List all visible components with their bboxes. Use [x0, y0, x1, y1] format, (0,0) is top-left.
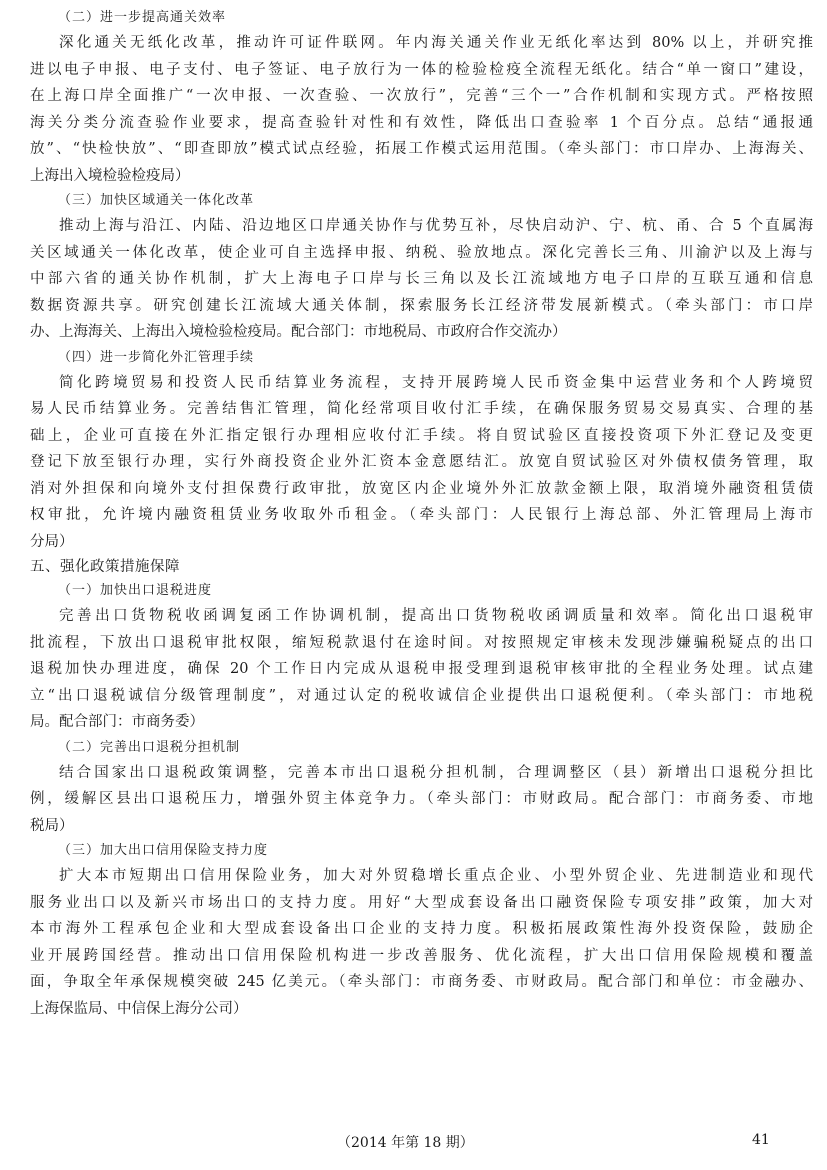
paragraph-line: 上海出入境检验检疫局） — [30, 167, 190, 184]
paragraph-line: 关区域通关一体化改革，使企业可自主选择申报、纳税、验放地点。深化完善长三角、川渝沪以及上海与 — [30, 244, 813, 261]
section-heading: （三）加快区域通关一体化改革 — [58, 193, 255, 208]
paragraph-line: 本市海外工程承包企业和大型成套设备出口企业的支持力度。积极拓展政策性海外投资保险，鼓励企 — [30, 921, 813, 937]
document-body — [30, 6, 813, 1022]
paragraph-line: 分局） — [30, 533, 74, 550]
paragraph-line: 结合国家出口退税政策调整，完善本市出口退税分担机制，合理调整区（县）新增出口退税分担比 — [59, 764, 813, 781]
paragraph-line: 例，缓解区县出口退税压力，增强外贸主体竞争力。（牵头部门：市财政局。配合部门：市商务委、市地 — [30, 791, 813, 807]
section-heading: （三）加大出口信用保险支持力度 — [58, 843, 269, 858]
paragraph-line: 税局） — [30, 817, 74, 834]
paragraph-line: 业开展跨国经营。推动出口信用保险机构进一步改善服务、优化流程，扩大出口信用保险规模和覆盖 — [30, 947, 813, 964]
paragraph-line: 进以电子申报、电子支付、电子签证、电子放行为一体的检验检疫全流程无纸化。结合“单一窗口”建设， — [30, 61, 813, 78]
paragraph-line: 推动上海与沿江、内陆、沿边地区口岸通关协作与优势互补，尽快启动沪、宁、杭、甬、合 5 个直属海 — [59, 218, 813, 234]
paragraph-line: 础上，企业可直接在外汇指定银行办理相应收付汇手续。将自贸试验区直接投资项下外汇登记及变更 — [30, 427, 813, 444]
paragraph-line: 服务业出口以及新兴市场出口的支持力度。用好“大型成套设备出口融资保险专项安排”政策，加大对 — [30, 894, 813, 911]
section-heading: （二）进一步提高通关效率 — [58, 10, 227, 25]
paragraph-line: 消对外担保和向境外支付担保费行政审批，放宽区内企业境外外汇放款金额上限，取消境外融资租赁债 — [30, 480, 813, 497]
paragraph-line: 上海保监局、中信保上海分公司） — [30, 1000, 248, 1017]
paragraph-line: 简化跨境贸易和投资人民币结算业务流程，支持开展跨境人民币资金集中运营业务和个人跨境贸 — [59, 374, 813, 391]
paragraph — [30, 603, 813, 736]
paragraph-line: 数据资源共享。研究创建长江流域大通关体制，探索服务长江经济带发展新模式。（牵头部门：市口岸 — [30, 297, 813, 314]
paragraph-line: 权审批，允许境内融资租赁业务收取外币租金。（牵头部门：人民银行上海总部、外汇管理局上海市 — [30, 507, 813, 523]
paragraph-line: 放”、“快检快放”、“即查即放”模式试点经验，拓展工作模式运用范围。（牵头部门：市口岸办、上海海关、 — [30, 141, 813, 157]
paragraph-line: 立“出口退税诚信分级管理制度”，对通过认定的税收诚信企业提供出口退税便利。（牵头部门：市地税 — [30, 687, 813, 704]
paragraph-line: 完善出口货物税收函调复函工作协调机制，提高出口货物税收函调质量和效率。简化出口退税审 — [59, 608, 813, 624]
paragraph-line: 中部六省的通关协作机制，扩大上海电子口岸与长三角以及长江流域地方电子口岸的互联互通和信息 — [30, 271, 813, 287]
section-heading: （四）进一步简化外汇管理手续 — [58, 349, 255, 365]
paragraph — [30, 760, 813, 840]
paragraph-line: 局。配合部门：市商务委） — [30, 714, 204, 730]
paragraph — [30, 213, 813, 346]
paragraph — [30, 370, 813, 556]
issue-label: （2014 年第 18 期） — [337, 1135, 474, 1151]
paragraph-line: 易人民币结算业务。完善结售汇管理，简化经常项目收付汇手续，在确保服务贸易交易真实、合理的基 — [30, 401, 813, 417]
section-heading: （二）完善出口退税分担机制 — [58, 739, 241, 755]
paragraph — [30, 863, 813, 1022]
page-footer — [0, 1132, 827, 1156]
paragraph-line: 批流程，下放出口退税审批权限，缩短税款退付在途时间。对按照规定审核未发现涉嫌骗税疑点的出口 — [30, 634, 813, 651]
paragraph-line: 深化通关无纸化改革，推动许可证件联网。年内海关通关作业无纸化率达到 80% 以上，并研究推 — [59, 35, 813, 51]
paragraph-line: 登记下放至银行办理，实行外商投资企业外汇资本金意愿结汇。放宽自贸试验区对外债权债务管理，取 — [30, 454, 813, 470]
paragraph-line: 在上海口岸全面推广“一次申报、一次查验、一次放行”，完善“三个一”合作机制和实现方式。严格按照 — [30, 88, 813, 104]
paragraph-line: 海关分类分流查验作业要求，提高查验针对性和有效性，降低出口查验率 1 个百分点。总结“通报通 — [30, 114, 813, 131]
paragraph-line: 面，争取全年承保规模突破 245 亿美元。（牵头部门：市商务委、市财政局。配合部门和单位：市金融办、 — [30, 974, 813, 990]
paragraph — [30, 30, 813, 189]
chapter-heading: 五、强化政策措施保障 — [30, 559, 180, 575]
paragraph-line: 办、上海海关、上海出入境检验检疫局。配合部门：市地税局、市政府合作交流办） — [30, 324, 567, 340]
section-heading: （一）加快出口退税进度 — [58, 583, 213, 598]
page-number: 41 — [752, 1132, 770, 1148]
paragraph-line: 退税加快办理进度，确保 20 个工作日内完成从退税申报受理到退税审核审批的全程业务处理。试点建 — [30, 661, 813, 677]
paragraph-line: 扩大本市短期出口信用保险业务，加大对外贸稳增长重点企业、小型外贸企业、先进制造业和现代 — [59, 868, 813, 884]
